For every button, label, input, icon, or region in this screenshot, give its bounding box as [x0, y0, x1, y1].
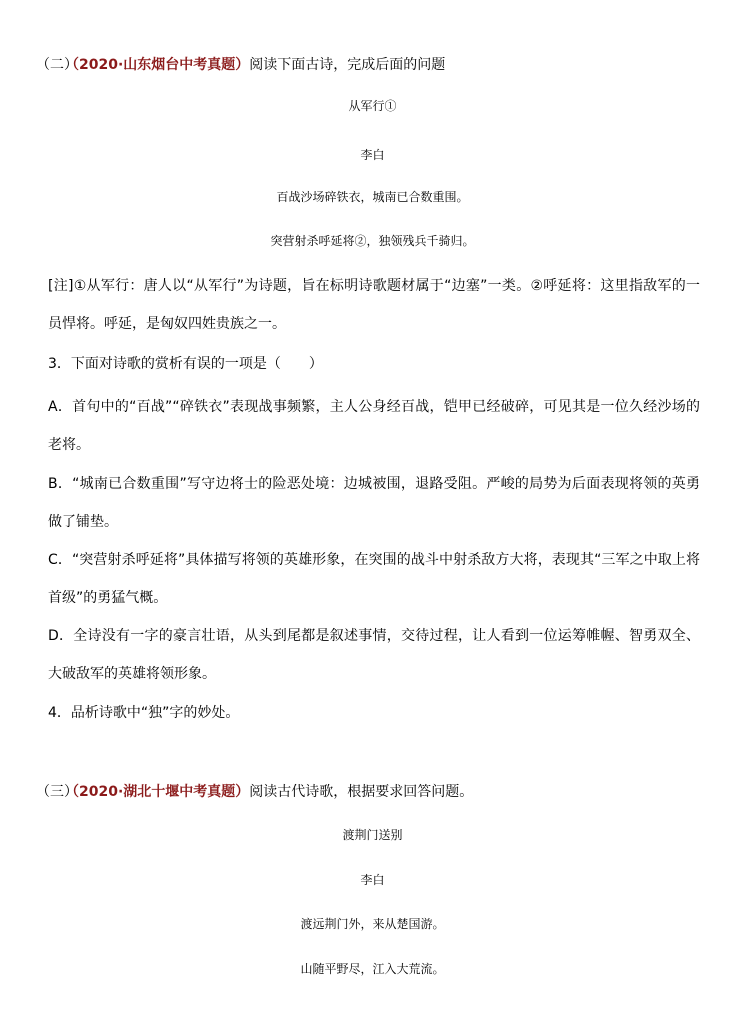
poem-2-line-2: 山随平野尽，江入大荒流。 — [300, 962, 445, 976]
section-2-source: （2020·山东烟台中考真题） — [72, 57, 250, 73]
question-3-option-a: A．首句中的“百战”“碎铁衣”表现战事频繁，主人公身经百战，铠甲已经破碎，可见其是一位久经沙场的老将。 — [48, 399, 700, 453]
question-3-option-c: C．“突营射杀呼延将”具体描写将领的英雄形象，在突围的战斗中射杀敌方大将，表现其“三军之中取上将首级”的勇猛气概。 — [48, 552, 700, 606]
question-3-option-b: B．“城南已合数重围”写守边将士的险恶处境：边城被围，退路受阻。严峻的局势为后面表现将领的英勇做了铺垫。 — [48, 476, 700, 530]
poem-2-line-1: 渡远荆门外，来从楚国游。 — [300, 917, 445, 931]
section-2-number: （二） — [36, 57, 78, 73]
poem-1-line-1: 百战沙场碎铁衣，城南已合数重围。 — [276, 190, 469, 204]
annotation-note: [注]①从军行：唐人以“从军行”为诗题，旨在标明诗歌题材属于“边塞”一类。②呼延将：这里指敌军的一员悍将。呼延，是匈奴四姓贵族之一。 — [48, 278, 700, 332]
section-3-number: （三） — [36, 784, 78, 800]
question-3-stem: 3．下面对诗歌的赏析有误的一项是（ ） — [48, 356, 323, 372]
section-3-heading — [36, 781, 688, 803]
poem-1-title: 从军行① — [348, 99, 397, 113]
poem-2-author: 李白 — [360, 873, 385, 887]
section-2-heading — [36, 54, 688, 76]
section-3-instruction: 阅读古代诗歌，根据要求回答问题。 — [249, 784, 474, 800]
poem-1-author: 李白 — [360, 148, 385, 162]
section-2-instruction: 阅读下面古诗，完成后面的问题 — [249, 57, 446, 73]
poem-1-line-2: 突营射杀呼延将②，独领残兵千骑归。 — [270, 234, 475, 248]
section-3-source: （2020·湖北十堰中考真题） — [72, 784, 250, 800]
question-3-option-d: D．全诗没有一字的豪言壮语，从头到尾都是叙述事情，交待过程，让人看到一位运筹帷幄、智勇双全、大破敌军的英雄将领形象。 — [48, 628, 700, 682]
poem-2-title: 渡荆门送别 — [342, 828, 403, 842]
question-4-stem: 4．品析诗歌中“独”字的妙处。 — [48, 705, 240, 721]
